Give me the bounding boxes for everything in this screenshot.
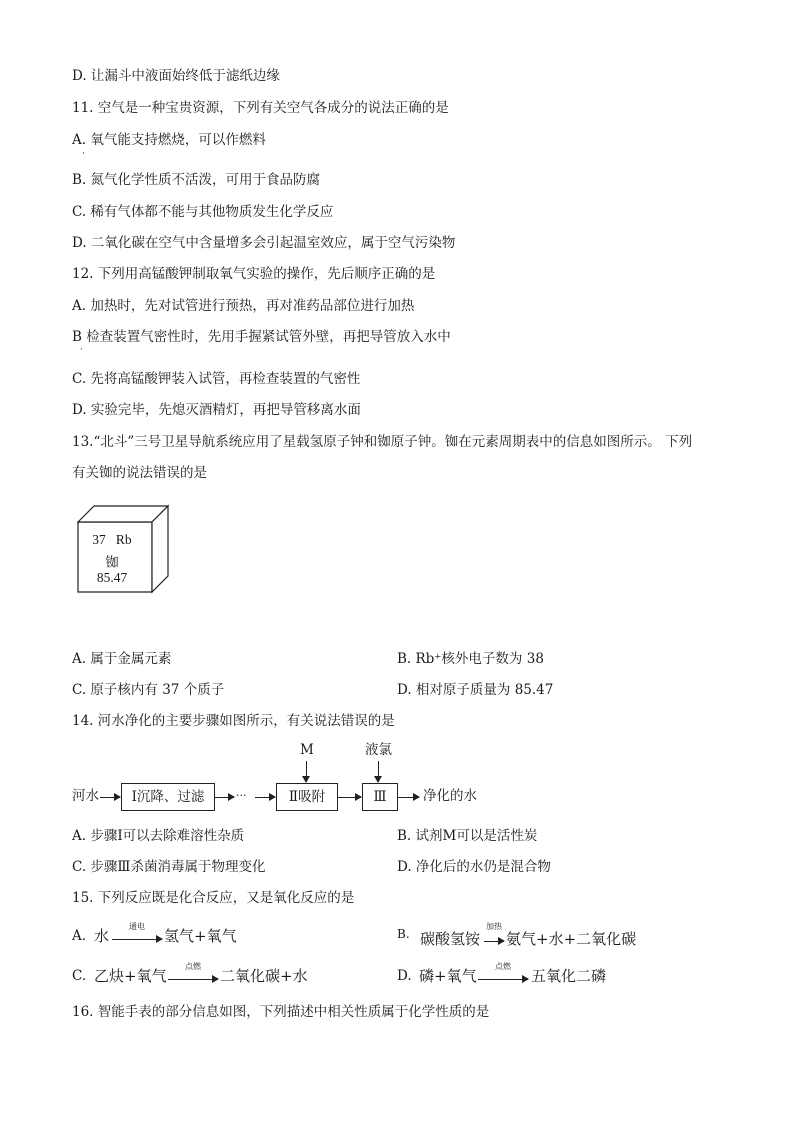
q13-option-b: B. Rb⁺核外电子数为 38 bbox=[397, 651, 544, 667]
q14-option-d: D. 净化后的水仍是混合物 bbox=[397, 859, 551, 875]
q15-option-a-reactant: 水 bbox=[94, 927, 110, 945]
flow-arrow-5 bbox=[397, 797, 419, 798]
q15-option-a-label: A. bbox=[72, 928, 87, 944]
q12-option-b: B 检查装置气密性时，先用手握紧试管外壁，再把导管放入水中 bbox=[72, 329, 451, 345]
q15-option-a-condition: 通电 bbox=[129, 922, 145, 931]
q11-option-a-dot: · bbox=[82, 149, 85, 159]
q15-option-b-condition: 加热 bbox=[486, 922, 502, 931]
q12-option-d: D. 实验完毕，先熄灭酒精灯，再把导管移离水面 bbox=[72, 402, 361, 418]
q15-option-c-reactant: 乙炔+氧气 bbox=[94, 967, 167, 985]
q12-stem: 12. 下列用高锰酸钾制取氧气实验的操作，先后顺序正确的是 bbox=[72, 266, 436, 282]
q12-option-c: C. 先将高锰酸钾装入试管，再检查装置的气密性 bbox=[72, 371, 361, 387]
flow-arrow-2 bbox=[214, 797, 234, 798]
flow-arrow-4 bbox=[337, 797, 361, 798]
q15-option-a-arrow bbox=[112, 922, 162, 944]
element-number-symbol bbox=[72, 532, 152, 548]
q15-option-b-arrow bbox=[484, 922, 504, 946]
q10-option-d: D. 让漏斗中液面始终低于滤纸边缘 bbox=[72, 68, 280, 84]
rubidium-element-cube bbox=[72, 502, 172, 598]
q11-stem: 11. 空气是一种宝贵资源，下列有关空气各成分的说法正确的是 bbox=[72, 100, 449, 116]
q15-option-d-condition: 点燃 bbox=[495, 962, 511, 971]
q12-option-b-dot: · bbox=[80, 345, 83, 355]
q15-option-b-label: B. bbox=[397, 927, 410, 941]
q14-option-b: B. 试剂M可以是活性炭 bbox=[397, 828, 538, 844]
flow-output-label: 净化的水 bbox=[423, 788, 477, 804]
q15-option-d-arrow bbox=[478, 962, 528, 984]
q11-option-c: C. 稀有气体都不能与其他物质发生化学反应 bbox=[72, 204, 334, 220]
element-number: 37 bbox=[92, 532, 106, 547]
element-name: 铷 bbox=[105, 555, 119, 570]
q14-option-c: C. 步骤Ⅲ杀菌消毒属于物理变化 bbox=[72, 859, 266, 875]
flow-ellipsis: ··· bbox=[236, 789, 247, 802]
element-symbol: Rb bbox=[115, 532, 132, 547]
q13-stem-line2: 有关铷的说法错误的是 bbox=[72, 465, 207, 481]
flow-step-1-box: Ⅰ沉降、过滤 bbox=[121, 783, 215, 811]
q11-option-b: B. 氮气化学性质不活泼，可用于食品防腐 bbox=[72, 172, 321, 188]
q12-option-a: A. 加热时，先对试管进行预热，再对准药品部位进行加热 bbox=[72, 298, 415, 314]
q15-option-b-products: 氨气+水+二氧化碳 bbox=[506, 930, 637, 948]
flow-step-2-box: Ⅱ吸附 bbox=[276, 783, 338, 811]
q15-stem: 15. 下列反应既是化合反应，又是氧化反应的是 bbox=[72, 890, 355, 906]
q15-option-d-products: 五氧化二磷 bbox=[531, 967, 607, 985]
q11-option-d: D. 二氧化碳在空气中含量增多会引起温室效应，属于空气污染物 bbox=[72, 235, 456, 251]
q14-option-a: A. 步骤Ⅰ可以去除难溶性杂质 bbox=[72, 828, 245, 844]
q15-option-d-label: D. bbox=[397, 968, 412, 984]
flow-arrow-3 bbox=[255, 797, 275, 798]
flow-step-3-box: Ⅲ bbox=[362, 783, 398, 811]
flow-reagent-chlorine: 液氯 bbox=[365, 742, 392, 758]
q13-option-a: A. 属于金属元素 bbox=[72, 651, 172, 667]
q16-stem: 16. 智能手表的部分信息如图，下列描述中相关性质属于化学性质的是 bbox=[72, 1004, 490, 1020]
q15-option-c-condition: 点燃 bbox=[185, 962, 201, 971]
q15-option-c-arrow bbox=[168, 962, 218, 984]
flow-reagent-m: M bbox=[300, 742, 314, 758]
q11-option-a: A. 氧气能支持燃烧，可以作燃料 bbox=[72, 132, 266, 148]
flow-arrow-cl-down bbox=[378, 761, 379, 782]
flow-input-label: 河水 bbox=[72, 788, 99, 804]
q15-option-c-label: C. bbox=[72, 968, 87, 984]
q15-option-d-reactant: 磷+氧气 bbox=[419, 967, 477, 985]
q13-option-d: D. 相对原子质量为 85.47 bbox=[397, 682, 554, 698]
flow-arrow-m-down bbox=[306, 761, 307, 782]
element-mass: 85.47 bbox=[96, 570, 128, 585]
q15-option-c-products: 二氧化碳+水 bbox=[220, 967, 308, 985]
q13-stem-line1: 13.“北斗”三号卫星导航系统应用了星载氢原子钟和铷原子钟。铷在元素周期表中的信息如图所示。 下列 bbox=[72, 434, 693, 450]
q13-option-c: C. 原子核内有 37 个质子 bbox=[72, 682, 225, 698]
q15-option-b-reactant: 碳酸氢铵 bbox=[420, 930, 481, 948]
flow-arrow-1 bbox=[100, 797, 120, 798]
q15-option-a-products: 氢气+氧气 bbox=[164, 927, 237, 945]
q14-stem: 14. 河水净化的主要步骤如图所示，有关说法错误的是 bbox=[72, 713, 395, 729]
